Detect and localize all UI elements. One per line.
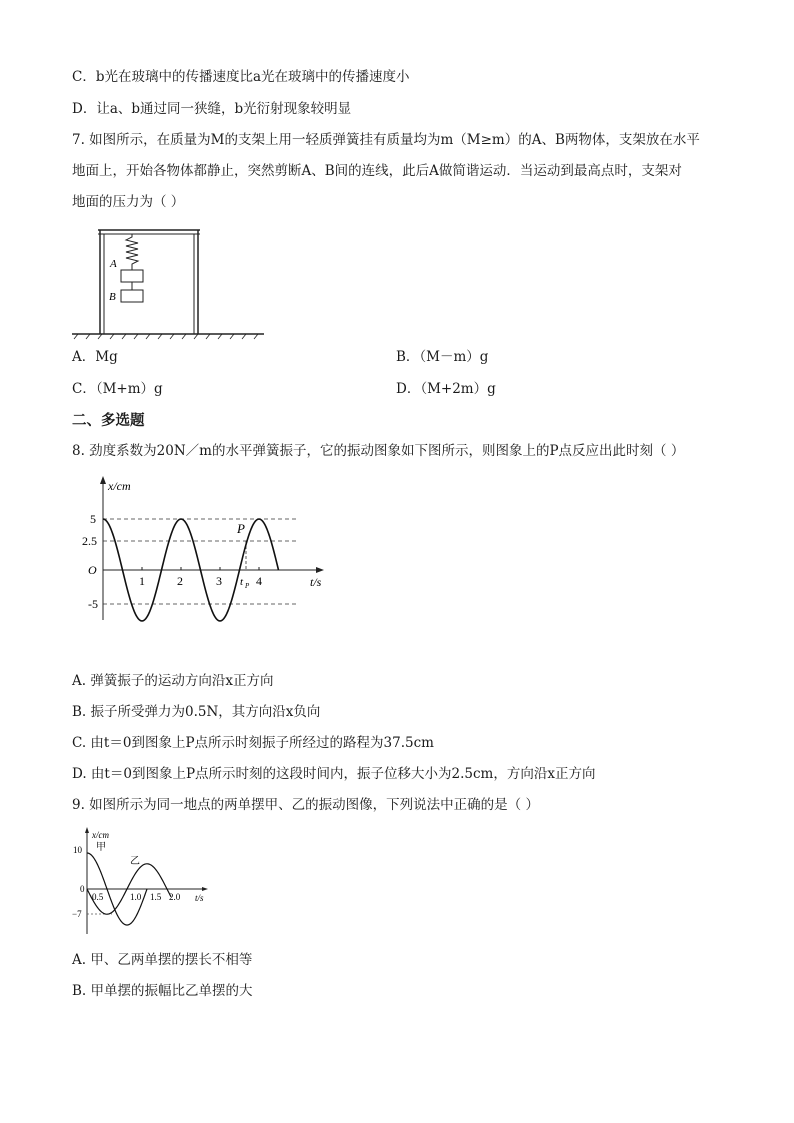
q9-pendulum-graph: [70, 826, 220, 936]
q8-point-p-label: P: [237, 521, 245, 536]
q7-option-a: A．Mg: [72, 349, 118, 365]
q9-ytick-10: 10: [73, 845, 82, 855]
q8-origin-label: O: [88, 563, 97, 577]
q8-ytick-5: 5: [90, 512, 96, 526]
q8-ytick-2-5: 2.5: [82, 534, 97, 548]
q8-vibration-graph: [78, 470, 338, 630]
q8-option-c: C. 由t＝0到图象上P点所示时刻振子所经过的路程为37.5cm: [72, 735, 434, 751]
q8-option-a: A. 弹簧振子的运动方向沿x正方向: [72, 673, 274, 689]
q6-option-c: C．b光在玻璃中的传播速度比a光在玻璃中的传播速度小: [72, 69, 410, 85]
q8-tp-label: t: [240, 576, 244, 588]
q9-xtick-1-5: 1.5: [150, 892, 162, 902]
q7-option-b: B．（M－m）g: [396, 349, 489, 365]
q8-xtick-2: 2: [177, 574, 183, 588]
q9-xlabel: t/s: [195, 893, 204, 903]
q8-ylabel: x/cm: [108, 479, 131, 493]
q7-stem-line1: 7. 如图所示，在质量为M的支架上用一轻质弹簧挂有质量均为m（M≥m）的A、B两物体，支架放在水平: [72, 132, 700, 148]
q7-label-a: A: [110, 258, 117, 270]
q9-label-jia: 甲: [96, 842, 106, 853]
q7-stem-line2: 地面上，开始各物体都静止，突然剪断A、B间的连线，此后A做简谐运动．当运动到最高点时，支架对: [72, 163, 682, 179]
q9-ytick-neg7: −7: [72, 909, 82, 919]
q8-xtick-1: 1: [139, 574, 145, 588]
q7-support-frame-figure: [68, 222, 268, 342]
q6-option-d: D．让a、b通过同一狭缝，b光衍射现象较明显: [72, 101, 352, 117]
q8-option-d: D. 由t＝0到图象上P点所示时刻的这段时间内，振子位移大小为2.5cm，方向沿x正方向: [72, 766, 596, 782]
q7-option-d: D．（M+2m）g: [396, 381, 496, 397]
q8-stem: 8. 劲度系数为20N／m的水平弹簧振子，它的振动图象如下图所示，则图象上的P点反应出此时刻（ ）: [72, 443, 685, 459]
q9-xtick-2-0: 2.0: [169, 892, 181, 902]
q9-label-yi: 乙: [130, 856, 140, 867]
q9-xtick-1-0: 1.0: [130, 892, 142, 902]
q7-stem-line3: 地面的压力为（ ）: [72, 194, 185, 210]
q9-option-b: B. 甲单摆的振幅比乙单摆的大: [72, 983, 253, 999]
q8-xtick-3: 3: [216, 574, 222, 588]
q9-option-a: A. 甲、乙两单摆的摆长不相等: [72, 952, 253, 968]
q8-tp-subscript: P: [245, 582, 250, 590]
q8-xlabel: t/s: [310, 575, 322, 589]
q8-ytick-neg5: -5: [88, 597, 98, 611]
section-heading-multiple-choice: 二、多选题: [72, 413, 145, 429]
q7-label-b: B: [109, 291, 116, 303]
q8-option-b: B. 振子所受弹力为0.5N，其方向沿x负向: [72, 704, 321, 720]
q9-stem: 9. 如图所示为同一地点的两单摆甲、乙的振动图像，下列说法中正确的是（ ）: [72, 797, 539, 813]
q7-option-c: C．（M+m）g: [72, 381, 163, 397]
q8-xtick-4: 4: [256, 574, 262, 588]
q9-ylabel: x/cm: [92, 830, 109, 840]
q9-xtick-0-5: 0.5: [92, 892, 104, 902]
q9-origin: 0: [80, 884, 85, 894]
